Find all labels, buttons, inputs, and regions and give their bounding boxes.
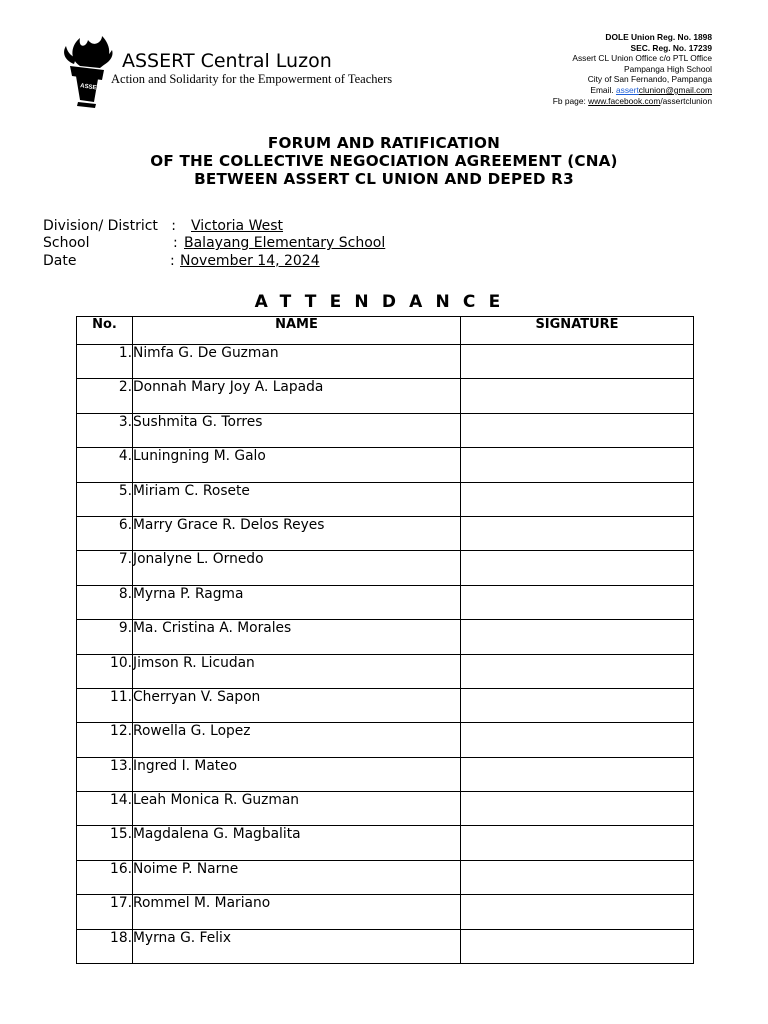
date-value: November 14, 2024 bbox=[180, 253, 320, 269]
attendee-name-text: Leah Monica R. Guzman bbox=[133, 792, 300, 809]
attendee-name bbox=[133, 723, 461, 757]
row-number-text: 3. bbox=[118, 413, 132, 430]
attendee-name-text: Marry Grace R. Delos Reyes bbox=[133, 516, 325, 533]
row-number-text: 15. bbox=[110, 826, 132, 843]
attendee-name bbox=[133, 688, 461, 722]
date-colon: : bbox=[170, 253, 175, 269]
row-number-text: 7. bbox=[118, 551, 132, 568]
table-row bbox=[77, 551, 694, 585]
signature-cell[interactable] bbox=[461, 895, 694, 929]
table-row bbox=[77, 757, 694, 791]
attendance-rows bbox=[77, 345, 694, 964]
table-row bbox=[77, 860, 694, 894]
table-row bbox=[77, 482, 694, 516]
attendee-name-text: Cherryan V. Sapon bbox=[133, 688, 261, 705]
row-number-text: 13. bbox=[110, 757, 132, 774]
row-number-text: 6. bbox=[118, 516, 132, 533]
table-row bbox=[77, 345, 694, 379]
signature-cell[interactable] bbox=[461, 379, 694, 413]
attendee-name-text: Noime P. Narne bbox=[133, 860, 239, 877]
signature-cell[interactable] bbox=[461, 585, 694, 619]
school-label: School bbox=[43, 235, 90, 251]
attendee-name-text: Nimfa G. De Guzman bbox=[133, 345, 279, 361]
attendee-name bbox=[133, 620, 461, 654]
attendee-name bbox=[133, 757, 461, 791]
column-header-no: No. bbox=[77, 317, 133, 345]
signature-cell[interactable] bbox=[461, 620, 694, 654]
row-number bbox=[77, 516, 133, 550]
table-row bbox=[77, 448, 694, 482]
attendee-name-text: Sushmita G. Torres bbox=[133, 413, 263, 430]
signature-cell[interactable] bbox=[461, 688, 694, 722]
table-row bbox=[77, 929, 694, 963]
svg-text:ASSERT: ASSERT bbox=[79, 83, 105, 93]
attendee-name-text: Myrna G. Felix bbox=[133, 929, 232, 946]
attendee-name bbox=[133, 516, 461, 550]
table-row bbox=[77, 826, 694, 860]
school-colon: : bbox=[173, 235, 178, 251]
table-row bbox=[77, 379, 694, 413]
document-title bbox=[0, 134, 768, 188]
attendee-name-text: Miriam C. Rosete bbox=[133, 482, 250, 499]
fb-line bbox=[553, 96, 712, 107]
org-tagline: Action and Solidarity for the Empowerment of Teachers bbox=[111, 72, 393, 86]
row-number-text: 1. bbox=[118, 345, 132, 361]
row-number-text: 12. bbox=[110, 723, 132, 740]
row-number-text: 2. bbox=[118, 379, 132, 396]
column-header-signature: SIGNATURE bbox=[461, 317, 694, 345]
attendee-name bbox=[133, 895, 461, 929]
row-number-text: 11. bbox=[110, 688, 132, 705]
attendee-name bbox=[133, 585, 461, 619]
row-number bbox=[77, 860, 133, 894]
division-value: Victoria West bbox=[191, 218, 284, 234]
attendee-name-text: Magdalena G. Magbalita bbox=[133, 826, 301, 843]
table-row bbox=[77, 895, 694, 929]
title-line-1: FORUM AND RATIFICATION bbox=[267, 134, 501, 152]
row-number bbox=[77, 826, 133, 860]
attendee-name bbox=[133, 929, 461, 963]
row-number bbox=[77, 551, 133, 585]
row-number bbox=[77, 895, 133, 929]
attendee-name-text: Myrna P. Ragma bbox=[133, 585, 244, 602]
attendee-name-text: Ingred I. Mateo bbox=[133, 757, 238, 774]
fb-rest: /assertclunion bbox=[660, 95, 712, 106]
table-row bbox=[77, 516, 694, 550]
row-number bbox=[77, 345, 133, 379]
row-number bbox=[77, 585, 133, 619]
signature-cell[interactable] bbox=[461, 551, 694, 585]
signature-cell[interactable] bbox=[461, 826, 694, 860]
attendee-name bbox=[133, 792, 461, 826]
org-name: ASSERT Central Luzon bbox=[122, 50, 332, 72]
signature-cell[interactable] bbox=[461, 654, 694, 688]
date-label: Date bbox=[43, 253, 77, 269]
signature-cell[interactable] bbox=[461, 413, 694, 447]
title-line-3: BETWEEN ASSERT CL UNION AND DEPED R3 bbox=[194, 170, 574, 188]
title-line-2: OF THE COLLECTIVE NEGOCIATION AGREEMENT (CNA) bbox=[150, 152, 618, 170]
row-number bbox=[77, 413, 133, 447]
division-label: Division/ District : bbox=[43, 218, 176, 234]
row-number-text: 4. bbox=[118, 448, 132, 465]
attendee-name bbox=[133, 413, 461, 447]
row-number bbox=[77, 792, 133, 826]
table-row bbox=[77, 654, 694, 688]
row-number bbox=[77, 620, 133, 654]
row-number bbox=[77, 757, 133, 791]
table-row bbox=[77, 585, 694, 619]
signature-cell[interactable] bbox=[461, 516, 694, 550]
table-row bbox=[77, 413, 694, 447]
row-number-text: 16. bbox=[110, 860, 132, 877]
email-label: Email. bbox=[590, 84, 614, 95]
signature-cell[interactable] bbox=[461, 723, 694, 757]
table-header-row bbox=[77, 317, 694, 345]
attendee-name bbox=[133, 860, 461, 894]
attendee-name-text: Rowella G. Lopez bbox=[133, 723, 251, 740]
city-address: City of San Fernando, Pampanga bbox=[587, 74, 712, 85]
dole-reg: DOLE Union Reg. No. 1898 bbox=[605, 32, 712, 42]
fb-link[interactable]: www.facebook.com bbox=[588, 95, 661, 106]
attendee-name bbox=[133, 448, 461, 482]
row-number bbox=[77, 482, 133, 516]
attendance-table bbox=[76, 316, 694, 964]
signature-cell[interactable] bbox=[461, 482, 694, 516]
signature-cell[interactable] bbox=[461, 792, 694, 826]
signature-cell[interactable] bbox=[461, 448, 694, 482]
attendee-name-text: Jimson R. Licudan bbox=[133, 654, 255, 671]
email-link[interactable] bbox=[616, 85, 712, 95]
signature-cell[interactable] bbox=[461, 345, 694, 379]
row-number bbox=[77, 688, 133, 722]
row-number-text: 8. bbox=[118, 585, 132, 602]
fb-label: Fb page: bbox=[552, 95, 586, 106]
attendee-name-text: Donnah Mary Joy A. Lapada bbox=[133, 379, 324, 396]
email-link-rest: clunion@gmail.com bbox=[638, 84, 712, 95]
signature-cell[interactable] bbox=[461, 929, 694, 963]
row-number bbox=[77, 654, 133, 688]
signature-cell[interactable] bbox=[461, 757, 694, 791]
row-number-text: 10. bbox=[110, 654, 132, 671]
attendee-name bbox=[133, 379, 461, 413]
table-row bbox=[77, 792, 694, 826]
attendance-heading: ATTENDANCE bbox=[254, 292, 514, 312]
school-value: Balayang Elementary School bbox=[184, 235, 386, 251]
attendee-name-text: Jonalyne L. Ornedo bbox=[133, 551, 264, 568]
attendee-name bbox=[133, 826, 461, 860]
signature-cell[interactable] bbox=[461, 860, 694, 894]
email-line bbox=[553, 85, 712, 96]
attendee-name bbox=[133, 482, 461, 516]
sec-reg: SEC. Reg. No. 17239 bbox=[630, 42, 712, 53]
row-number-text: 5. bbox=[118, 482, 132, 499]
attendee-name-text: Ma. Cristina A. Morales bbox=[133, 620, 292, 637]
attendee-name bbox=[133, 345, 461, 379]
row-number-text: 17. bbox=[110, 895, 132, 912]
row-number bbox=[77, 723, 133, 757]
row-number bbox=[77, 379, 133, 413]
contact-block bbox=[553, 32, 712, 106]
attendee-name bbox=[133, 551, 461, 585]
row-number bbox=[77, 448, 133, 482]
school-address: Pampanga High School bbox=[624, 63, 712, 74]
row-number-text: 9. bbox=[118, 620, 132, 637]
table-row bbox=[77, 723, 694, 757]
attendee-name-text: Rommel M. Mariano bbox=[133, 895, 271, 912]
torch-logo-icon bbox=[58, 36, 116, 108]
row-number-text: 18. bbox=[110, 929, 132, 946]
table-row bbox=[77, 620, 694, 654]
column-header-name: NAME bbox=[133, 317, 461, 345]
attendee-name bbox=[133, 654, 461, 688]
attendee-name-text: Luningning M. Galo bbox=[133, 448, 266, 465]
row-number bbox=[77, 929, 133, 963]
table-row bbox=[77, 688, 694, 722]
row-number-text: 14. bbox=[110, 792, 132, 809]
office-address: Assert CL Union Office c/o PTL Office bbox=[572, 53, 712, 64]
email-link-highlight: assert bbox=[615, 84, 639, 95]
